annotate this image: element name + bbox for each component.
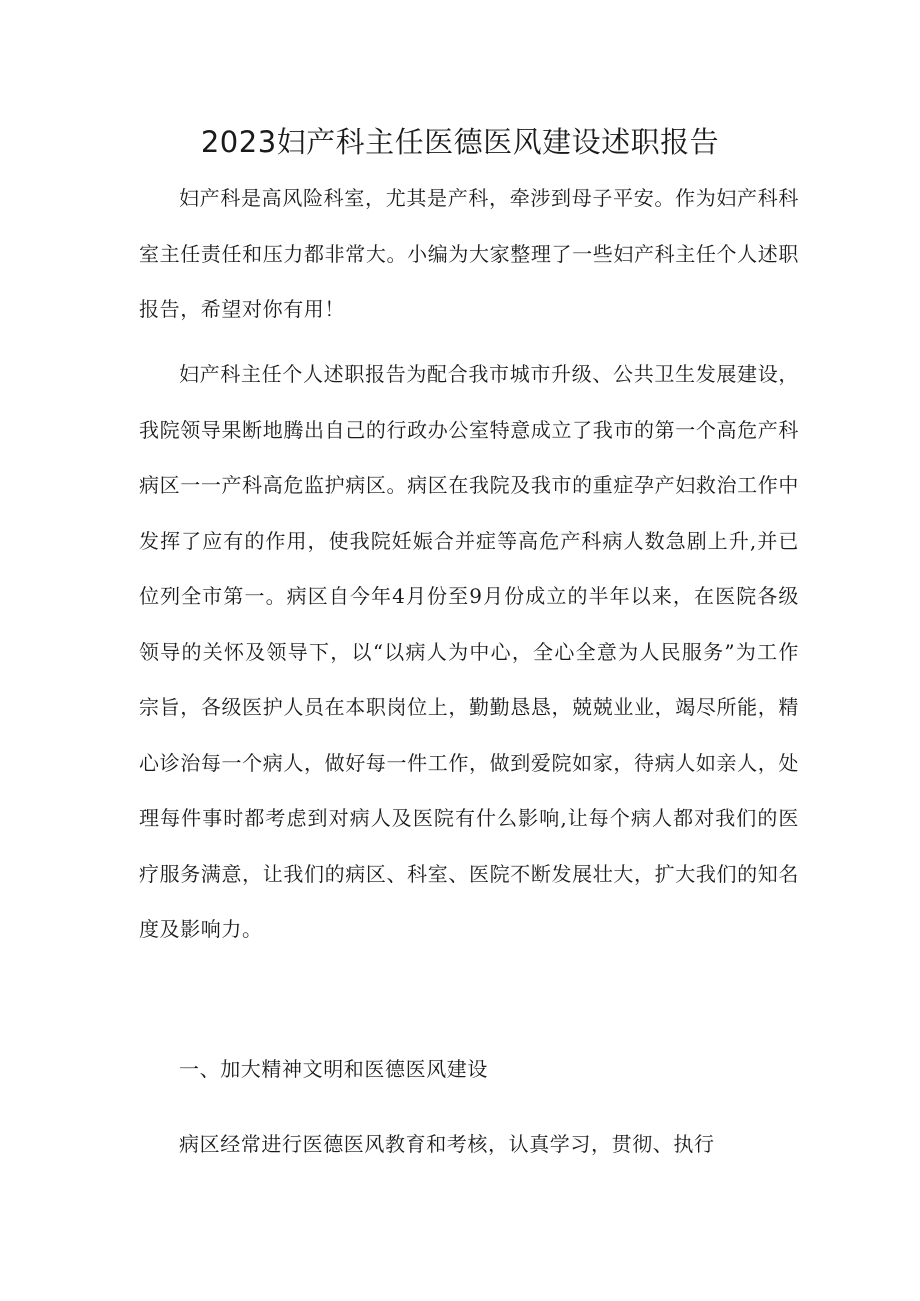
paragraph-report-body: 妇产科主任个人述职报告为配合我市城市升级、公共卫生发展建设，我院领导果断地腾出自己的行政办公室特意成立了我市的第一个高危产科病区一一产科高危监护病区。病区在我院及我市的重症孕产妇救治工作中发挥了应有的作用，使我院妊娠合并症等高危产科病人数急剧上升,并已位列全市第一。病区自今年4月份至9月份成立的半年以来，在医院各级领导的关怀及领导下，以“以病人为中心，全心全意为人民服务”为工作宗旨，各级医护人员在本职岗位上，勤勤恳恳，兢兢业业，竭尽所能，精心诊治每一个病人，做好每一件工作，做到爱院如家，待病人如亲人，处理每件事时都考虑到对病人及医院有什么影响,让每个病人都对我们的医疗服务满意，让我们的病区、科室、医院不断发展壮大，扩大我们的知名度及影响力。 (139, 362, 799, 941)
paragraph-intro: 妇产科是高风险科室，尤其是产科，牵涉到母子平安。作为妇产科科室主任责任和压力都非常大。小编为大家整理了一些妇产科主任个人述职报告，希望对你有用！ (139, 186, 799, 321)
paragraph-section-1: 病区经常进行医德医风教育和考核，认真学习，贯彻、执行 (179, 1132, 715, 1156)
section-heading-1: 一、加大精神文明和医德医风建设 (179, 1057, 488, 1081)
document-title: 2023妇产科主任医德医风建设述职报告 (200, 125, 720, 159)
